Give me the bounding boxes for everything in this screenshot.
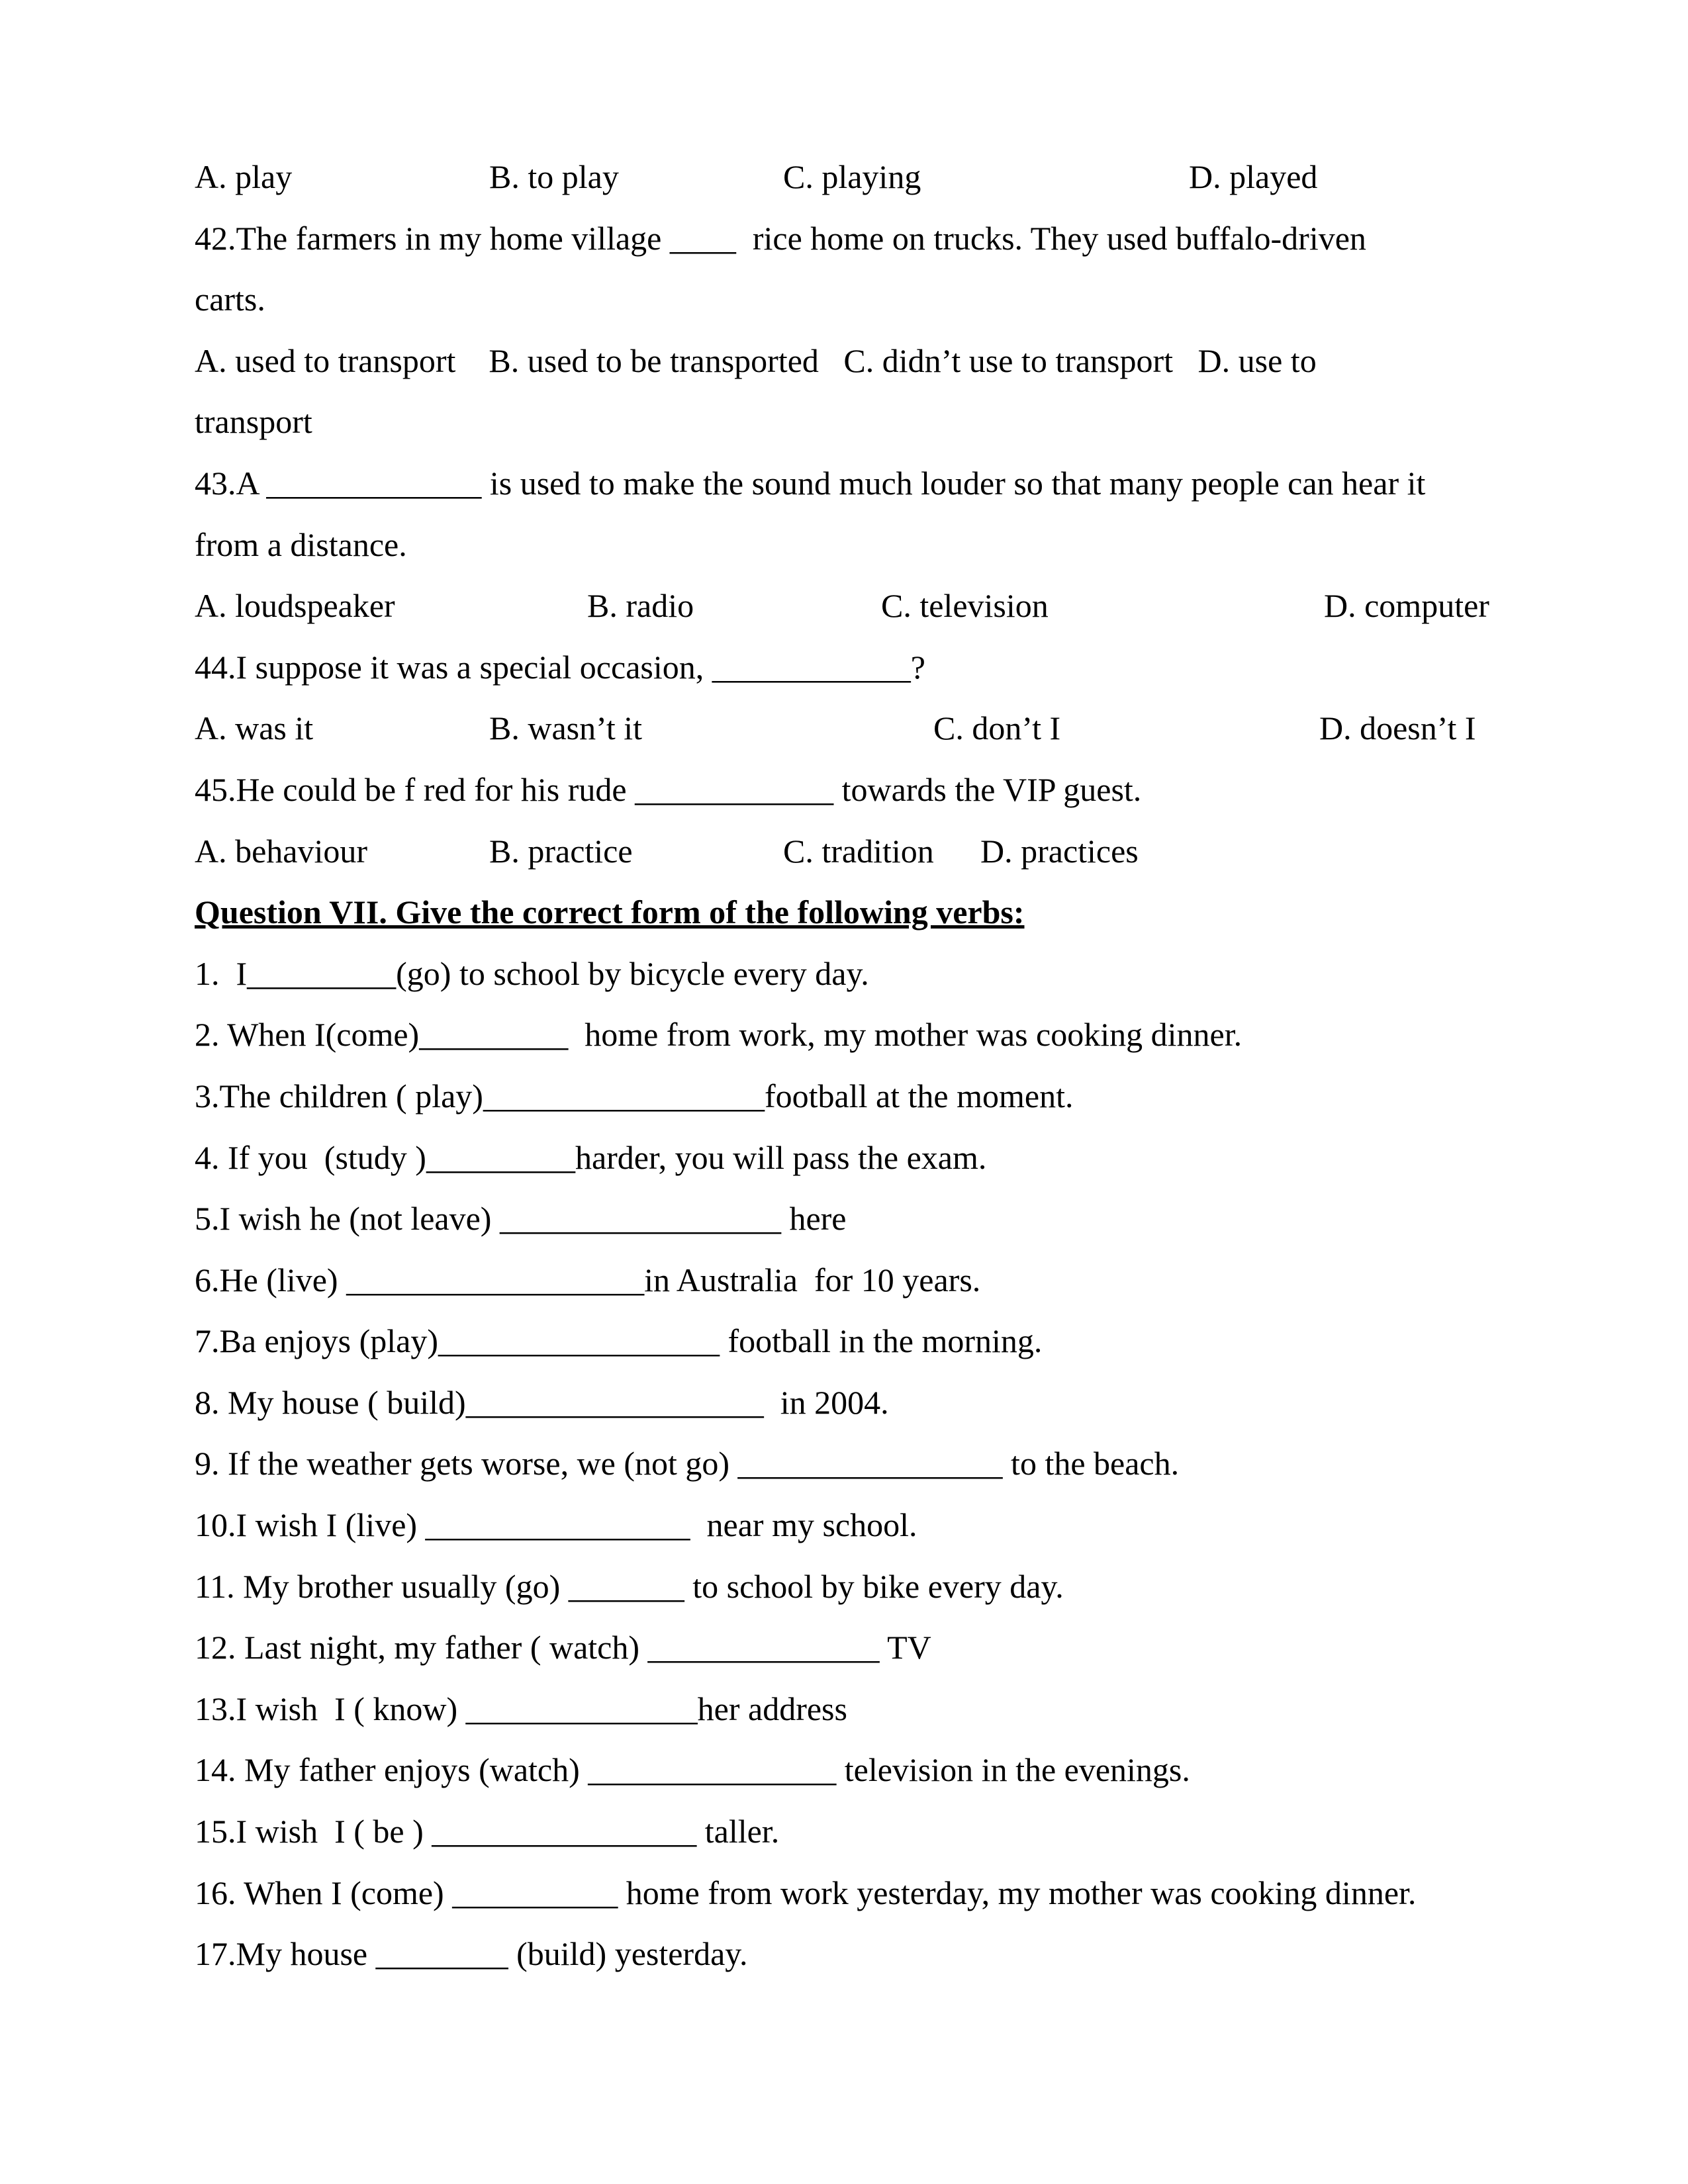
verb-item: 9. If the weather gets worse, we (not go) ________________ to the beach.: [195, 1445, 1180, 1482]
q43-options: [195, 575, 1519, 637]
worksheet-page: [195, 146, 1519, 1985]
option-b: B. practice: [489, 832, 633, 870]
verb-item: 3.The children ( play)_________________football at the moment.: [195, 1077, 1074, 1115]
q43-stem-cont: from a distance.: [195, 525, 407, 563]
verb-item: 8. My house ( build)__________________ in 2004.: [195, 1383, 889, 1421]
option-d: D. computer: [1324, 587, 1489, 625]
verb-item: 6.He (live) __________________in Australia for 10 years.: [195, 1261, 981, 1298]
verb-item: 7.Ba enjoys (play)_________________ football in the morning.: [195, 1322, 1043, 1360]
option-d: D. doesn’t I: [1319, 709, 1476, 747]
section-heading: Question VII. Give the correct form of the following verbs:: [195, 893, 1025, 931]
option-b: B. wasn’t it: [489, 709, 643, 747]
q42-stem: 42.The farmers in my home village ____ rice home on trucks. They used buffalo-driven: [195, 219, 1366, 257]
verb-item: 17.My house ________ (build) yesterday.: [195, 1935, 748, 1973]
q42-options: A. used to transport B. used to be transported C. didn’t use to transport D. use to: [195, 341, 1317, 379]
option-b: B. radio: [587, 587, 694, 625]
q42-stem-cont: carts.: [195, 281, 265, 318]
q41-options: [195, 146, 1519, 208]
q42-options-cont: transport: [195, 403, 312, 441]
option-c: C. don’t I: [933, 709, 1061, 747]
verb-item: 13.I wish I ( know) ______________her address: [195, 1690, 847, 1727]
verb-item: 4. If you (study )_________harder, you will pass the exam.: [195, 1138, 987, 1176]
verb-item: 2. When I(come)_________ home from work, my mother was cooking dinner.: [195, 1016, 1243, 1054]
verb-item: 16. When I (come) __________ home from work yesterday, my mother was cooking dinner.: [195, 1874, 1417, 1911]
option-a: A. play: [195, 158, 293, 195]
option-a: A. was it: [195, 709, 314, 747]
option-a: A. loudspeaker: [195, 587, 395, 625]
verb-item: 14. My father enjoys (watch) _______________ television in the evenings.: [195, 1751, 1190, 1789]
q45-options: [195, 821, 1519, 882]
q43-stem: 43.A _____________ is used to make the sound much louder so that many people can hear it: [195, 464, 1426, 502]
verb-item: 1. I_________(go) to school by bicycle every day.: [195, 954, 869, 992]
verb-item: 15.I wish I ( be ) ________________ taller.: [195, 1813, 780, 1850]
verb-item: 11. My brother usually (go) _______ to school by bike every day.: [195, 1567, 1064, 1605]
option-c: C. television: [881, 587, 1049, 625]
option-d: D. practices: [980, 832, 1139, 870]
option-a: A. behaviour: [195, 832, 368, 870]
q44-options: [195, 698, 1519, 759]
option-c: C. tradition: [783, 832, 934, 870]
verb-item: 5.I wish he (not leave) _________________ here: [195, 1200, 847, 1238]
verb-item: 10.I wish I (live) ________________ near my school.: [195, 1506, 917, 1544]
option-c: C. playing: [783, 158, 921, 195]
option-b: B. to play: [489, 158, 619, 195]
q44-stem: 44.I suppose it was a special occasion, ____________?: [195, 648, 925, 686]
verb-item: 12. Last night, my father ( watch) ______________ TV: [195, 1629, 931, 1666]
option-d: D. played: [1189, 158, 1318, 195]
q45-stem: 45.He could be f red for his rude ____________ towards the VIP guest.: [195, 770, 1142, 808]
